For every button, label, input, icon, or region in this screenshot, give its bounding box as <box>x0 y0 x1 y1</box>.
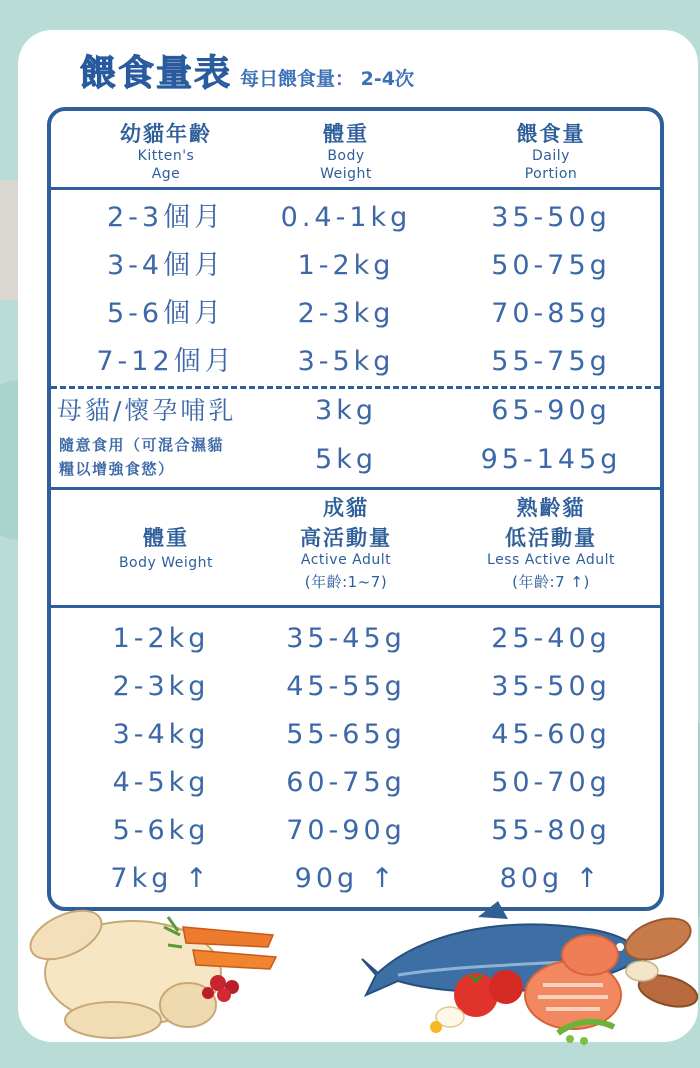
kitten-age-cell: 7-12個月 <box>96 346 236 377</box>
adult-weight-cell: 2-3kg <box>112 671 210 702</box>
mother-note-line2: 糧以增強食慾） <box>59 460 175 478</box>
header-label-en: Portion <box>524 166 578 182</box>
mother-portion-cell: 65-90g <box>491 395 611 426</box>
header-label: 熟齡貓 <box>516 496 586 520</box>
tomato-icon <box>454 970 523 1017</box>
adult-weight-cell: 3-4kg <box>112 719 210 750</box>
header-label-en: Body Weight <box>118 555 214 571</box>
header-age-range: (年齡:7 ↑) <box>512 573 590 591</box>
header-label: 體重 <box>323 122 369 146</box>
kitten-weight-cell: 0.4-1kg <box>280 202 412 233</box>
less-active-portion-cell: 55-80g <box>491 815 611 846</box>
kitten-portion-cell: 70-85g <box>491 298 611 329</box>
less-active-portion-cell: 45-60g <box>491 719 611 750</box>
page-title: 餵食量表 <box>80 53 233 94</box>
header-label-en: Body <box>327 148 365 164</box>
less-active-portion-cell: 80g ↑ <box>499 863 603 894</box>
kitten-age-cell: 5-6個月 <box>106 298 226 329</box>
header-label: 高活動量 <box>300 526 392 550</box>
less-active-portion-cell: 50-70g <box>491 767 611 798</box>
header-label-en: Daily <box>532 148 570 164</box>
mother-note-line1: 隨意食用（可混合濕貓 <box>59 436 225 454</box>
header-less-active-adult <box>466 495 636 591</box>
kitten-weight-cell: 2-3kg <box>297 298 395 329</box>
header-label-en: Kitten's <box>137 148 195 164</box>
kitten-age-cell: 3-4個月 <box>106 250 226 281</box>
page-subtitle: 每日餵食量： 2-4次 <box>240 68 414 90</box>
active-portion-cell: 70-90g <box>286 815 406 846</box>
active-portion-cell: 60-75g <box>286 767 406 798</box>
header-label-en: Weight <box>320 166 372 182</box>
header-adult-body-weight <box>81 525 251 572</box>
dashed-divider <box>51 386 660 389</box>
mother-weight-cell: 5kg <box>315 444 377 475</box>
adult-weight-cell: 5-6kg <box>112 815 210 846</box>
header-label-en: Age <box>151 166 181 182</box>
title-row <box>80 46 414 96</box>
kitten-weight-cell: 1-2kg <box>297 250 395 281</box>
active-portion-cell: 55-65g <box>286 719 406 750</box>
header-kitten-age <box>91 121 241 183</box>
chicken-illustration <box>18 895 288 1045</box>
kitten-portion-cell: 35-50g <box>491 202 611 233</box>
kitten-weight-cell: 3-5kg <box>297 346 395 377</box>
active-portion-cell: 45-55g <box>286 671 406 702</box>
header-label: 成貓 <box>323 496 369 520</box>
header-label-en: Less Active Adult <box>487 552 615 568</box>
kitten-age-cell: 2-3個月 <box>106 202 226 233</box>
adult-weight-cell: 4-5kg <box>112 767 210 798</box>
header-label: 餵食量 <box>516 122 586 146</box>
kitten-portion-cell: 50-75g <box>491 250 611 281</box>
mother-portion-cell: 95-145g <box>480 444 622 475</box>
header-age-range: (年齡:1~7) <box>304 573 388 591</box>
kitten-portion-cell: 55-75g <box>491 346 611 377</box>
adult-weight-cell: 1-2kg <box>112 623 210 654</box>
header-label: 低活動量 <box>505 526 597 550</box>
egg-icon <box>430 1007 464 1033</box>
header-active-adult <box>261 495 431 591</box>
header-body-weight <box>271 121 421 183</box>
active-portion-cell: 90g ↑ <box>294 863 398 894</box>
header-label: 體重 <box>143 526 189 550</box>
chicken-icon <box>23 901 221 1038</box>
active-portion-cell: 35-45g <box>286 623 406 654</box>
mother-cat-label: 母貓/懷孕哺乳 <box>57 396 237 425</box>
divider <box>51 487 660 490</box>
fish-and-vegetables-illustration <box>358 895 700 1045</box>
divider <box>51 605 660 608</box>
header-label-en: Active Adult <box>300 552 392 568</box>
header-label: 幼貓年齡 <box>120 122 212 146</box>
divider <box>51 187 660 190</box>
header-daily-portion <box>476 121 626 183</box>
adult-weight-cell: 7kg ↑ <box>110 863 212 894</box>
less-active-portion-cell: 25-40g <box>491 623 611 654</box>
less-active-portion-cell: 35-50g <box>491 671 611 702</box>
mother-weight-cell: 3kg <box>315 395 377 426</box>
feeding-table <box>47 107 664 911</box>
